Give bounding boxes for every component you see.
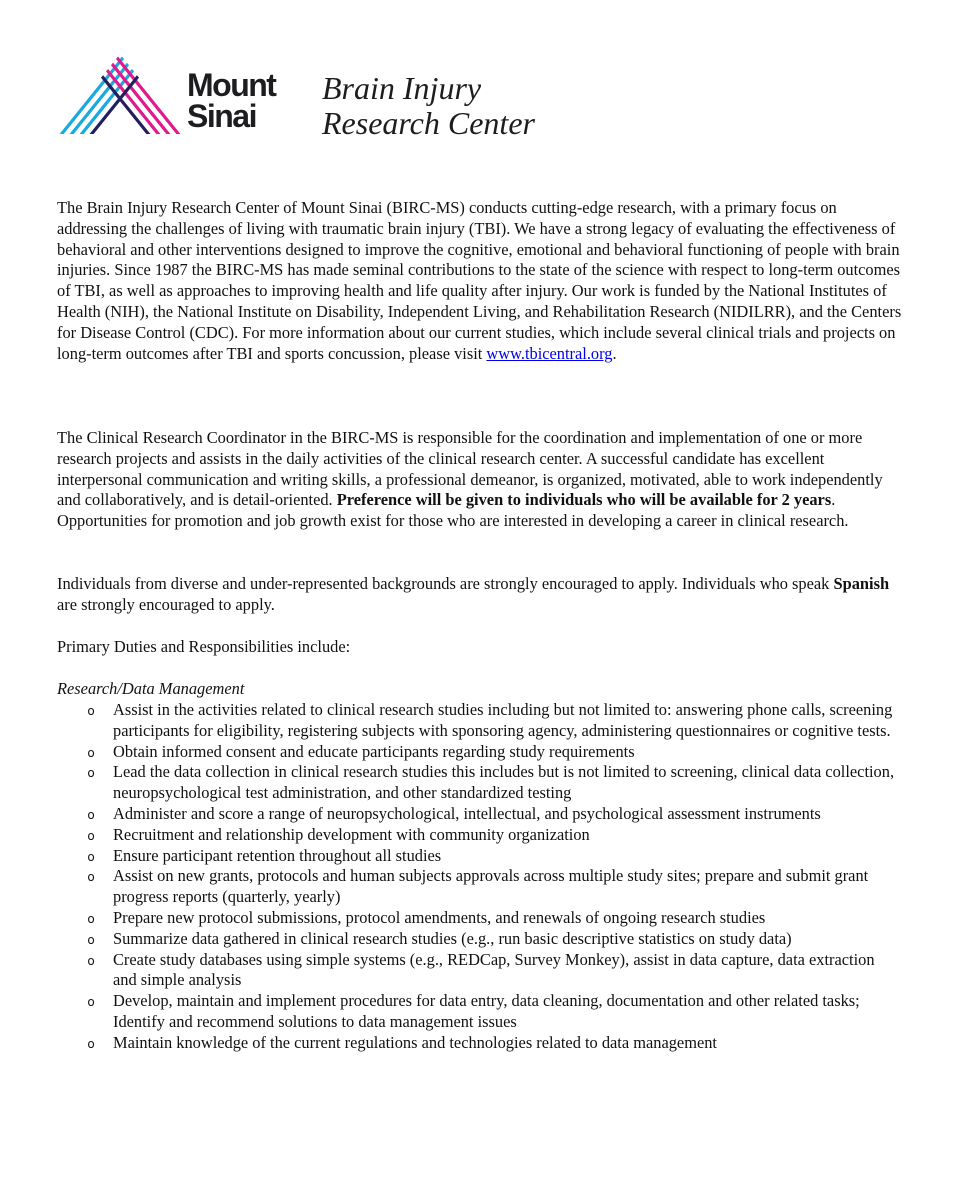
duty-text: Maintain knowledge of the current regulations and technologies related to data management [113, 1032, 717, 1052]
intro-text-end: . [612, 343, 617, 363]
diversity-paragraph [57, 574, 902, 616]
intro-text: The Brain Injury Research Center of Mount Sinai (BIRC-MS) conducts cutting-edge research, with a primary focus on addressing the challenges of living with traumatic brain injury (TBI). We have a strong legacy of evaluating the effectiveness of behavioral and other interventions designed to improve the cognitive, emotional and behavioral functioning of people with brain injuries. Since 1987 the BIRC-MS has made seminal contributions to the state of the science with respect to long-term outcomes of TBI, as well as approaches to improving health and life quality after injury. Our work is funded by the National Institutes of Health (NIH), the National Institute on Disability, Independent Living, and Rehabilitation Research (NIDILRR), and the Centers for Disease Control (CDC). For more information about our current studies, which include several clinical trials and projects on long-term outcomes after TBI and sports concussion, please visit [57, 198, 902, 363]
duty-text: Ensure participant retention throughout all studies [113, 845, 442, 865]
duty-text: Prepare new protocol submissions, protocol amendments, and renewals of ongoing research studies [113, 907, 766, 927]
wordmark-line-1: Mount [187, 67, 276, 103]
bullet-icon: o [87, 828, 95, 843]
role-preference-bold: Preference will be given to individuals who will be available for 2 years [336, 490, 832, 510]
duty-item [57, 1033, 902, 1054]
duty-text: Create study databases using simple systems (e.g., REDCap, Survey Monkey), assist in data capture, data extraction and simple analysis [113, 949, 875, 990]
bullet-icon: o [87, 932, 95, 947]
diversity-spanish-bold: Spanish [833, 574, 890, 593]
duty-text: Assist on new grants, protocols and human subjects approvals across multiple study sites; prepare and submit grant progress reports (quarterly, yearly) [113, 866, 869, 907]
tbicentral-link[interactable]: www.tbicentral.org [486, 343, 613, 363]
duty-item [57, 804, 902, 825]
bullet-icon: o [87, 995, 95, 1010]
duty-text: Recruitment and relationship development with community organization [113, 824, 590, 844]
duty-text: Administer and score a range of neuropsychological, intellectual, and psychological assessment instruments [113, 803, 821, 823]
duty-item [57, 908, 902, 929]
mount-sinai-logo-icon [56, 52, 184, 136]
bullet-icon: o [87, 1036, 95, 1051]
center-name-line-2: Research Center [322, 105, 535, 141]
duty-text: Develop, maintain and implement procedures for data entry, data cleaning, documentation and other related tasks; Identify and recommend solutions to data management issues [113, 991, 860, 1031]
center-name-line-1: Brain Injury [322, 70, 482, 106]
wordmark-line-2: Sinai [187, 98, 256, 134]
duties-label: Primary Duties and Responsibilities include: [57, 637, 351, 656]
duty-text: Summarize data gathered in clinical research studies (e.g., run basic descriptive statistics on study data) [113, 928, 792, 948]
bullet-icon: o [87, 953, 95, 968]
intro-paragraph [57, 198, 902, 364]
duty-item [57, 762, 902, 804]
duty-text: Lead the data collection in clinical research studies this includes but is not limited to screening, clinical data collection, neuropsychological test administration, and other standardized testing [113, 762, 895, 803]
duty-item [57, 742, 902, 763]
bullet-icon: o [87, 704, 95, 718]
center-name [322, 71, 535, 141]
role-paragraph [57, 428, 902, 532]
bullet-icon: o [87, 870, 95, 885]
duty-item [57, 846, 902, 867]
bullet-icon: o [87, 911, 95, 926]
diversity-text: Individuals from diverse and under-represented backgrounds are strongly encouraged to apply. Individuals who speak [57, 574, 834, 593]
duty-item [57, 929, 902, 950]
duties-list [57, 700, 902, 1054]
role-text-end: . Opportunities for promotion and job growth exist for those who are interested in developing a career in clinical research. [57, 490, 849, 531]
duty-item [57, 950, 902, 992]
diversity-text-end: are strongly encouraged to apply. [57, 594, 275, 614]
duty-item [57, 866, 902, 908]
bullet-icon: o [87, 807, 95, 822]
bullet-icon: o [87, 766, 95, 781]
bullet-icon: o [87, 745, 95, 760]
duty-text: Assist in the activities related to clinical research studies including but not limited to: answering phone calls, screening participants for eligibility, registering subjects with sponsoring agency, administering questionnaires or cognitive tests. [113, 700, 893, 740]
duty-item [57, 700, 902, 742]
duty-item [57, 991, 902, 1033]
mount-sinai-wordmark [187, 67, 276, 134]
duty-item [57, 825, 902, 846]
duty-text: Obtain informed consent and educate participants regarding study requirements [113, 741, 635, 761]
bullet-icon: o [87, 849, 95, 864]
section-title: Research/Data Management [57, 679, 245, 698]
role-text: The Clinical Research Coordinator in the BIRC-MS is responsible for the coordination and implementation of one or more research projects and assists in the daily activities of the clinical research center. A successful candidate has excellent interpersonal communication and writing skills, a professional demeanor, is organized, motivated, able to work independently and collaboratively, and is detail-oriented. [57, 428, 883, 510]
